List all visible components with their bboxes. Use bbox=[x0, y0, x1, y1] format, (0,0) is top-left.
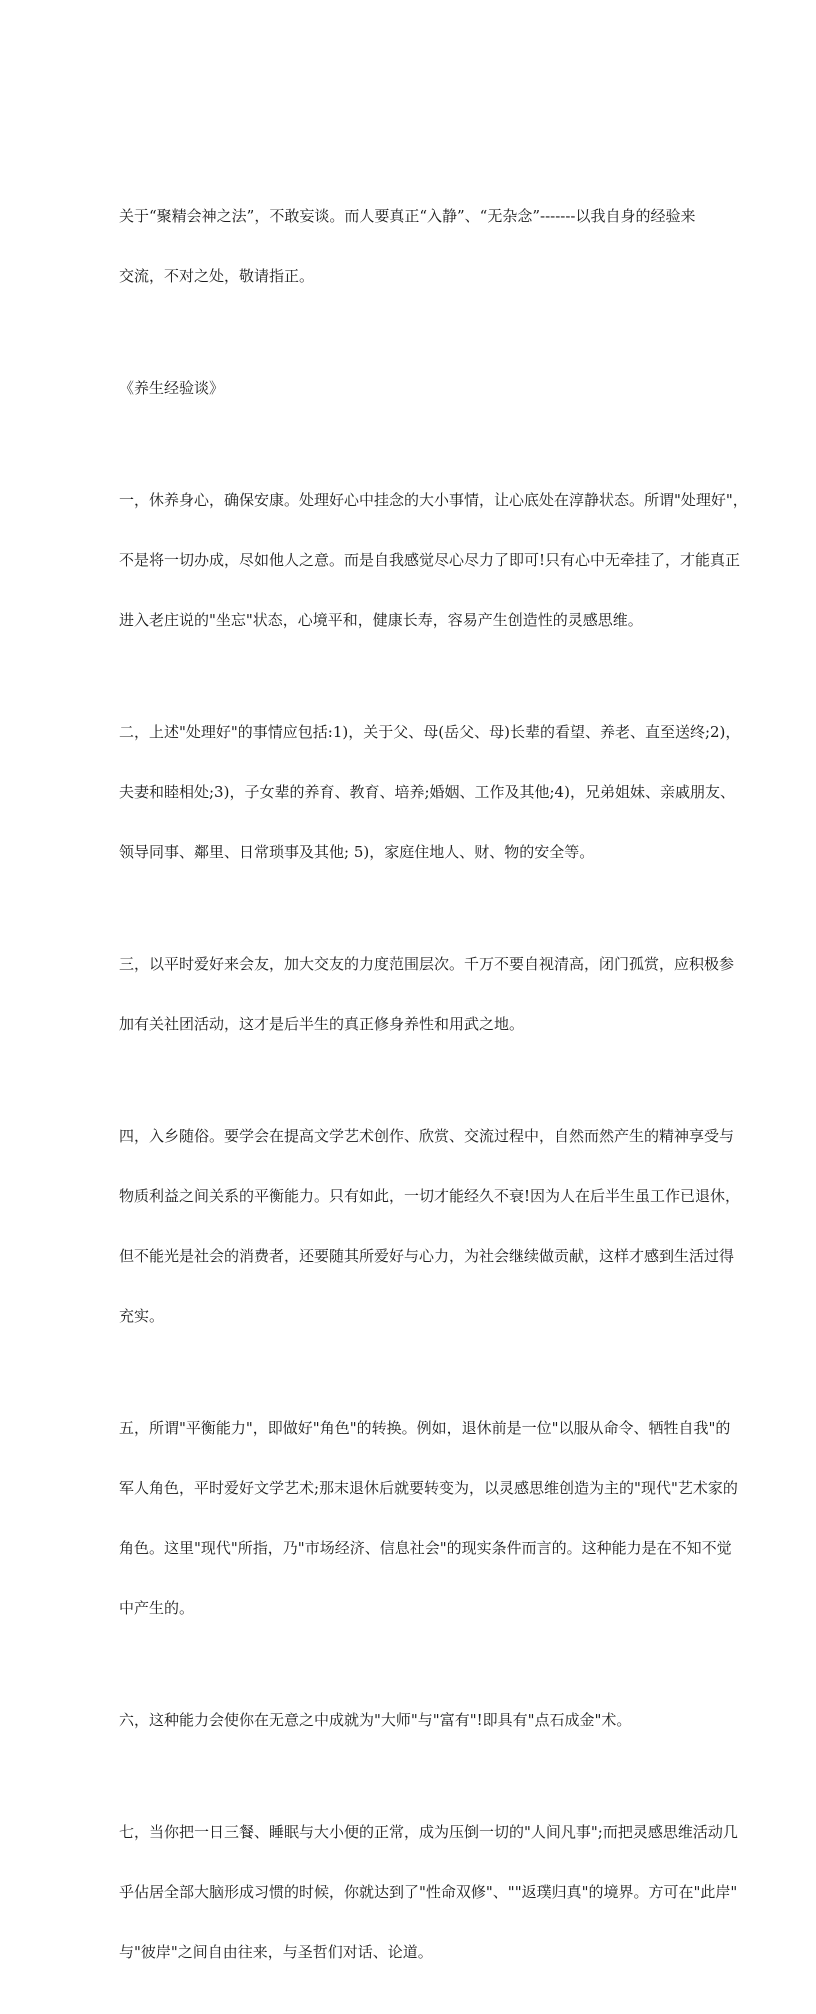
text-line: 夫妻和睦相处;3)，子女辈的养育、教育、培养;婚姻、工作及其他;4)，兄弟姐妹、亲戚朋友、 bbox=[119, 783, 735, 801]
text-line: 交流，不对之处，敬请指正。 bbox=[119, 267, 315, 285]
text-line: 一，休养身心，确保安康。处理好心中挂念的大小事情，让心底处在淳静状态。所谓"处理好"， bbox=[119, 491, 748, 509]
paragraph-6 bbox=[119, 1670, 699, 1770]
text-line: 三，以平时爱好来会友，加大交友的力度范围层次。千万不要自视清高，闭门孤赏，应积极参 bbox=[119, 955, 735, 973]
document-page bbox=[119, 166, 748, 2014]
text-line: 五，所谓"平衡能力"，即做好"角色"的转换。例如，退休前是一位"以服从命令、牺牲自我"的 bbox=[119, 1419, 731, 1437]
paragraph-2 bbox=[119, 682, 741, 902]
text-line: 领导同事、鄰里、日常琐事及其他; 5)，家庭住地人、财、物的安全等。 bbox=[119, 843, 595, 861]
text-line: 不是将一切办成，尽如他人之意。而是自我感觉尽心尽力了即可!只有心中无牵挂了，才能真正 bbox=[119, 551, 741, 569]
text-line: 中产生的。 bbox=[119, 1599, 195, 1617]
intro-paragraph bbox=[119, 166, 699, 326]
text-line: 但不能光是社会的消费者，还要随其所爱好与心力，为社会继续做贡献，这样才感到生活过得 bbox=[119, 1247, 735, 1265]
text-line: 物质利益之间关系的平衡能力。只有如此，一切才能经久不衰!因为人在后半生虽工作已退休， bbox=[119, 1187, 741, 1205]
text-line: 关于“聚精会神之法”，不敢妄谈。而人要真正“入静”、“无杂念”-------以我自身的经验来 bbox=[119, 207, 696, 225]
paragraph-5 bbox=[119, 1378, 738, 1658]
text-line: 乎佔居全部大脑形成习惯的时候，你就达到了"性命双修"、""返璞归真"的境界。方可在"此岸" bbox=[119, 1883, 738, 1901]
title-text: 《养生经验谈》 bbox=[119, 379, 225, 397]
text-line: 加有关社团活动，这才是后半生的真正修身养性和用武之地。 bbox=[119, 1015, 525, 1033]
document-title bbox=[119, 338, 699, 438]
text-line: 角色。这里"现代"所指，乃"市场经济、信息社会"的现实条件而言的。这种能力是在不知不觉 bbox=[119, 1539, 732, 1557]
text-line: 充实。 bbox=[119, 1307, 165, 1325]
paragraph-4 bbox=[119, 1086, 741, 1366]
paragraph-3 bbox=[119, 914, 735, 1074]
paragraph-7 bbox=[119, 1782, 738, 2002]
text-line: 进入老庄说的"坐忘"状态，心境平和，健康长寿，容易产生创造性的灵感思维。 bbox=[119, 611, 643, 629]
text-line: 与"彼岸"之间自由往来，与圣哲们对话、论道。 bbox=[119, 1943, 433, 1961]
text-line: 二，上述"处理好"的事情应包括:1)，关于父、母(岳父、母)长辈的看望、养老、直至送终;2)， bbox=[119, 723, 741, 741]
text-line: 六，这种能力会使你在无意之中成就为"大师"与"富有"!即具有"点石成金"术。 bbox=[119, 1711, 632, 1729]
text-line: 七，当你把一日三餐、睡眠与大小便的正常，成为压倒一切的"人间凡事";而把灵感思维活动几 bbox=[119, 1823, 738, 1841]
text-line: 四，入乡随俗。要学会在提高文学艺术创作、欣赏、交流过程中，自然而然产生的精神享受与 bbox=[119, 1127, 735, 1145]
text-line: 军人角色，平时爱好文学艺术;那末退休后就要转变为，以灵感思维创造为主的"现代"艺术家的 bbox=[119, 1479, 738, 1497]
paragraph-1 bbox=[119, 450, 748, 670]
